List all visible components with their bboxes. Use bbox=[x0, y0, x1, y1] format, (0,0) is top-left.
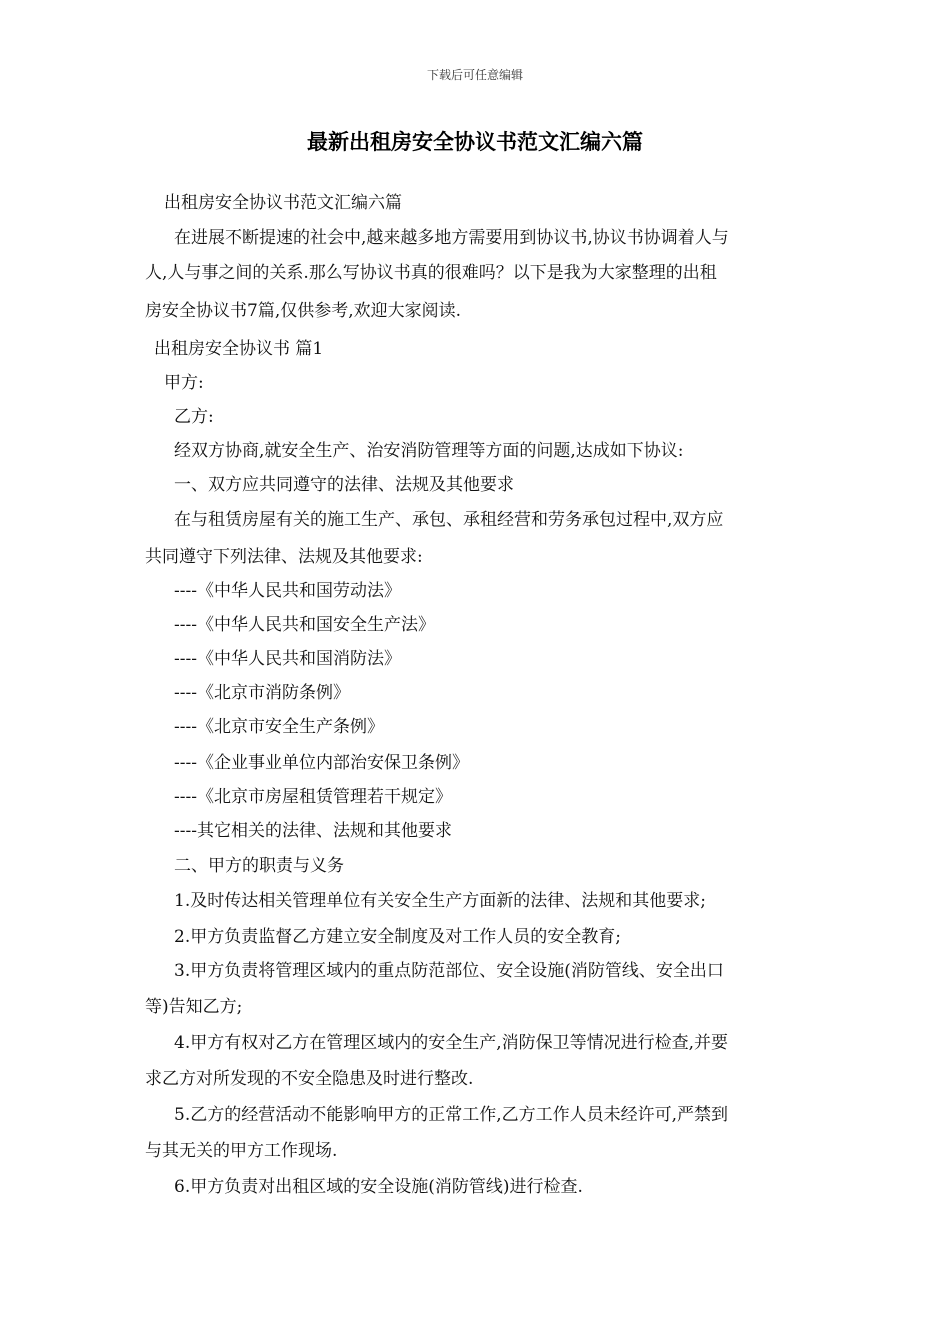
intro-line: 在进展不断提速的社会中,越来越多地方需要用到协议书,协议书协调着人与 bbox=[174, 228, 729, 248]
subtitle-line: 出租房安全协议书范文汇编六篇 bbox=[164, 193, 402, 213]
law-list-item: ----《北京市安全生产条例》 bbox=[174, 717, 384, 737]
clause-heading: 一、双方应共同遵守的法律、法规及其他要求 bbox=[174, 475, 514, 495]
duty-item-cont: 求乙方对所发现的不安全隐患及时进行整改. bbox=[145, 1069, 474, 1089]
paragraph-line: 共同遵守下列法律、法规及其他要求: bbox=[145, 547, 423, 567]
duty-item: 1.及时传达相关管理单位有关安全生产方面新的法律、法规和其他要求; bbox=[174, 891, 706, 911]
law-list-item: ----《北京市房屋租赁管理若干规定》 bbox=[174, 787, 452, 807]
duty-item: 4.甲方有权对乙方在管理区域内的安全生产,消防保卫等情况进行检查,并要 bbox=[174, 1033, 729, 1053]
party-b-label: 乙方: bbox=[174, 407, 214, 427]
duty-item-cont: 等)告知乙方; bbox=[145, 997, 243, 1017]
law-list-item: ----《中华人民共和国消防法》 bbox=[174, 649, 401, 669]
paragraph-line: 经双方协商,就安全生产、治安消防管理等方面的问题,达成如下协议: bbox=[174, 441, 684, 461]
clause-heading: 二、甲方的职责与义务 bbox=[174, 856, 344, 876]
law-list-item: ----其它相关的法律、法规和其他要求 bbox=[174, 821, 452, 841]
intro-line: 房安全协议书7篇,仅供参考,欢迎大家阅读. bbox=[145, 301, 462, 321]
duty-item: 3.甲方负责将管理区域内的重点防范部位、安全设施(消防管线、安全出口 bbox=[174, 961, 724, 981]
header-note: 下载后可任意编辑 bbox=[426, 68, 523, 82]
law-list-item: ----《中华人民共和国劳动法》 bbox=[174, 581, 401, 601]
duty-item: 5.乙方的经营活动不能影响甲方的正常工作,乙方工作人员未经许可,严禁到 bbox=[174, 1105, 729, 1125]
duty-item-cont: 与其无关的甲方工作现场. bbox=[145, 1141, 338, 1161]
duty-item: 2.甲方负责监督乙方建立安全制度及对工作人员的安全教育; bbox=[174, 927, 621, 947]
intro-line: 人,人与事之间的关系.那么写协议书真的很难吗？以下是我为大家整理的出租 bbox=[145, 263, 717, 283]
paragraph-line: 在与租赁房屋有关的施工生产、承包、承租经营和劳务承包过程中,双方应 bbox=[174, 510, 724, 530]
law-list-item: ----《企业事业单位内部治安保卫条例》 bbox=[174, 753, 469, 773]
law-list-item: ----《中华人民共和国安全生产法》 bbox=[174, 615, 435, 635]
document-title: 最新出租房安全协议书范文汇编六篇 bbox=[307, 129, 643, 154]
section-heading: 出租房安全协议书 篇1 bbox=[154, 339, 324, 359]
duty-item: 6.甲方负责对出租区域的安全设施(消防管线)进行检查. bbox=[174, 1177, 583, 1197]
law-list-item: ----《北京市消防条例》 bbox=[174, 683, 350, 703]
party-a-label: 甲方: bbox=[164, 373, 204, 393]
